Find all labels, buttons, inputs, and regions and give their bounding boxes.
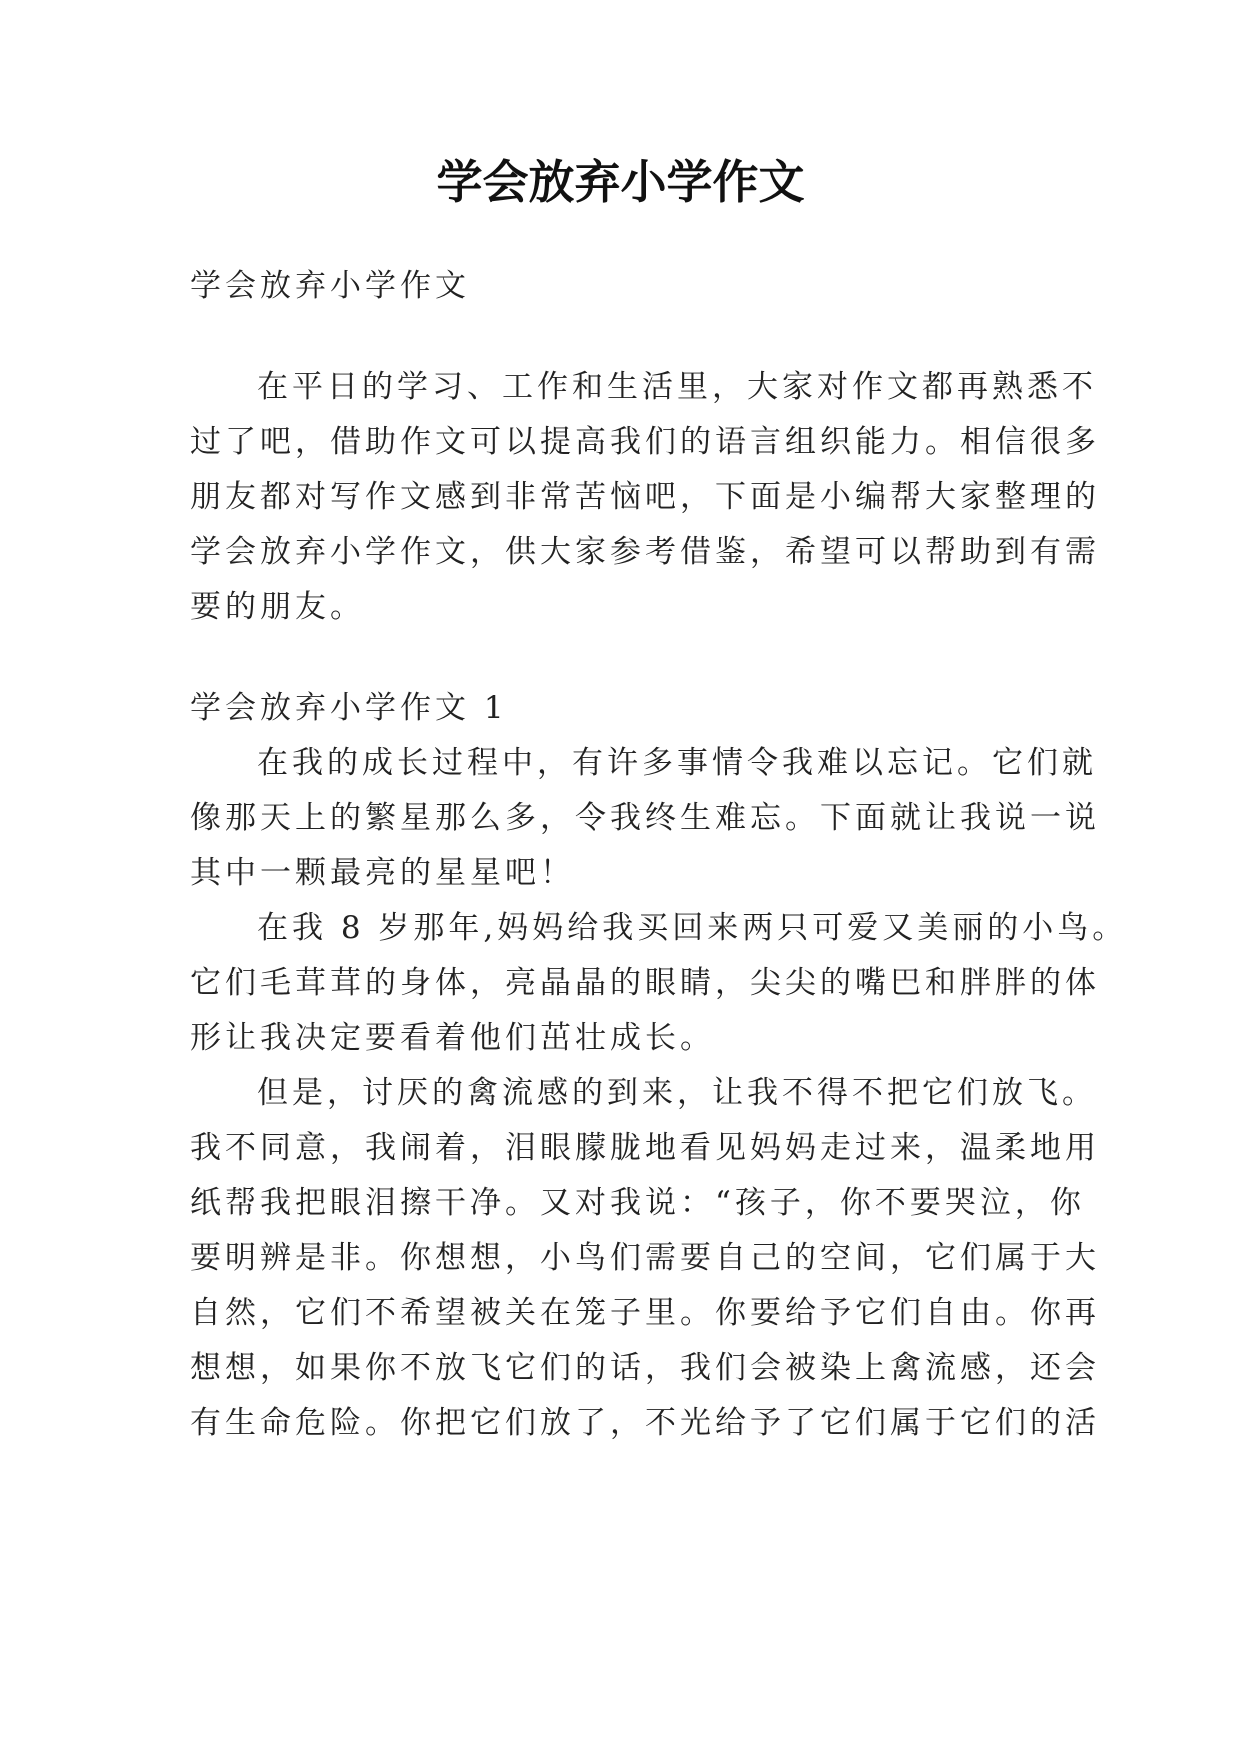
para2-line-2: 它们毛茸茸的身体，亮晶晶的眼睛，尖尖的嘴巴和胖胖的体 bbox=[190, 965, 1100, 1001]
document-title: 学会放弃小学作文 bbox=[436, 155, 805, 209]
intro-line-5: 要的朋友。 bbox=[190, 589, 365, 625]
para2-line-1: 在我 8 岁那年,妈妈给我买回来两只可爱又美丽的小鸟。 bbox=[257, 910, 1128, 946]
para3-line-3: 纸帮我把眼泪擦干净。又对我说：“孩子，你不要哭泣，你 bbox=[190, 1185, 1085, 1221]
section-heading: 学会放弃小学作文 1 bbox=[190, 690, 508, 726]
intro-line-1: 在平日的学习、工作和生活里，大家对作文都再熟悉不 bbox=[257, 369, 1097, 405]
para1-line-2: 像那天上的繁星那么多，令我终生难忘。下面就让我说一说 bbox=[190, 800, 1100, 836]
intro-line-4: 学会放弃小学作文，供大家参考借鉴，希望可以帮助到有需 bbox=[190, 534, 1100, 570]
para1-line-3: 其中一颗最亮的星星吧！ bbox=[190, 855, 575, 891]
para3-line-5: 自然，它们不希望被关在笼子里。你要给予它们自由。你再 bbox=[190, 1295, 1100, 1331]
intro-line-3: 朋友都对写作文感到非常苦恼吧，下面是小编帮大家整理的 bbox=[190, 479, 1100, 515]
para3-line-4: 要明辨是非。你想想，小鸟们需要自己的空间，它们属于大 bbox=[190, 1240, 1100, 1276]
para3-line-7: 有生命危险。你把它们放了，不光给予了它们属于它们的活 bbox=[190, 1405, 1100, 1441]
para1-line-1: 在我的成长过程中，有许多事情令我难以忘记。它们就 bbox=[257, 745, 1097, 781]
intro-line-2: 过了吧，借助作文可以提高我们的语言组织能力。相信很多 bbox=[190, 424, 1100, 460]
para3-line-6: 想想，如果你不放飞它们的话，我们会被染上禽流感，还会 bbox=[190, 1350, 1100, 1386]
para3-line-2: 我不同意，我闹着，泪眼朦胧地看见妈妈走过来，温柔地用 bbox=[190, 1130, 1100, 1166]
document-subtitle: 学会放弃小学作文 bbox=[190, 268, 470, 304]
para2-line-3: 形让我决定要看着他们茁壮成长。 bbox=[190, 1020, 715, 1056]
para3-line-1: 但是，讨厌的禽流感的到来，让我不得不把它们放飞。 bbox=[257, 1075, 1097, 1111]
